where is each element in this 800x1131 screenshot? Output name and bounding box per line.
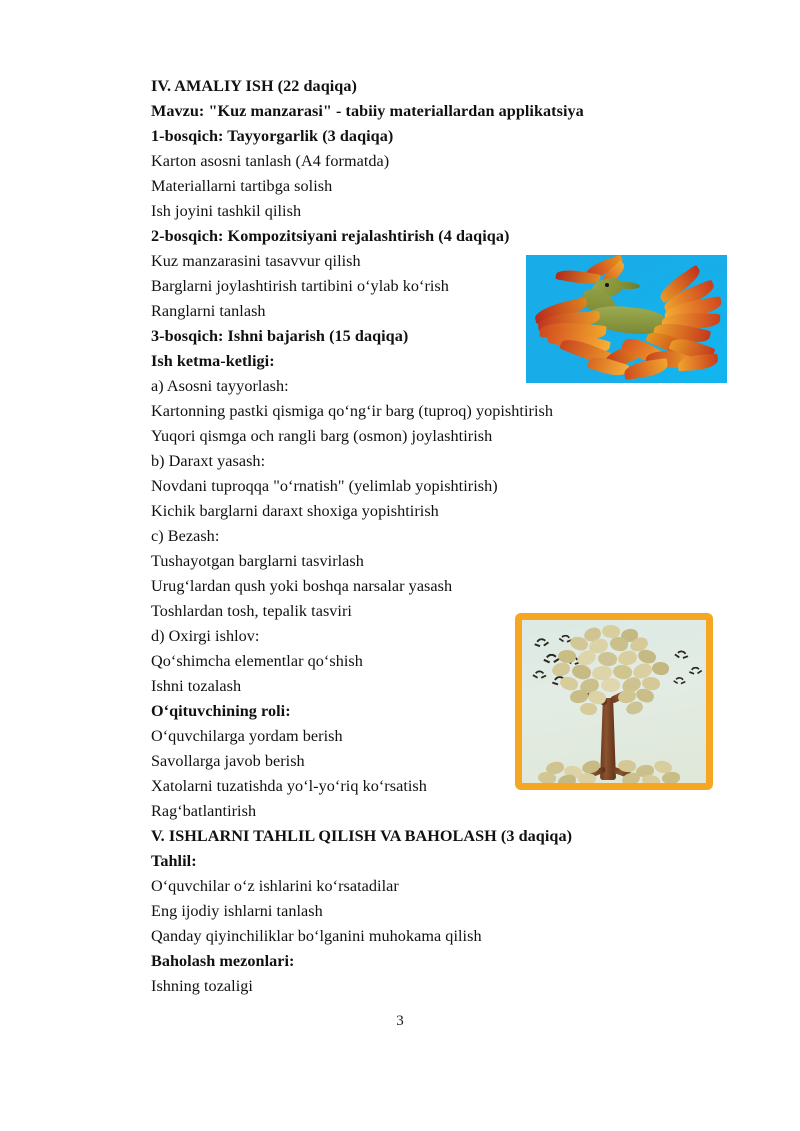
figure-leaf-bird-collage — [526, 255, 727, 383]
heading-line: Tahlil: — [151, 852, 197, 870]
canopy-seed — [601, 677, 621, 692]
body-line: Savollarga javob berish — [151, 752, 305, 770]
figure-seed-tree-collage — [515, 613, 713, 790]
canopy-seed — [597, 650, 618, 667]
body-line: Ranglarni tanlash — [151, 302, 266, 320]
bird-eye — [605, 283, 609, 287]
heading-line: 2-bosqich: Kompozitsiyani rejalashtirish (4 daqiqa) — [151, 227, 510, 245]
ground-seed — [662, 771, 681, 783]
body-line: Kartonning pastki qismiga qoʻngʻir barg (tuproq) yopishtirish — [151, 402, 553, 420]
heading-line: Mavzu: "Kuz manzarasi" - tabiiy materiallardan applikatsiya — [151, 102, 584, 120]
body-line: Materiallarni tartibga solish — [151, 177, 333, 195]
body-line: Kichik barglarni daraxt shoxiga yopishtirish — [151, 502, 439, 520]
flying-bird-icon — [673, 677, 686, 686]
body-line: Tushayotgan barglarni tasvirlash — [151, 552, 364, 570]
body-line: Qanday qiyinchiliklar boʻlganini muhokama qilish — [151, 927, 482, 945]
body-line: Karton asosni tanlash (A4 formatda) — [151, 152, 390, 170]
canopy-seed — [569, 689, 588, 704]
body-line: Ishning tozaligi — [151, 977, 253, 995]
figure-tree-inner — [522, 620, 706, 783]
ground-seed — [578, 772, 597, 783]
body-line: Toshlardan tosh, tepalik tasviri — [151, 602, 352, 620]
body-line: Novdani tuproqqa "oʻrnatish" (yelimlab yopishtirish) — [151, 477, 498, 495]
heading-line: Oʻqituvchining roli: — [151, 702, 291, 720]
heading-line: 3-bosqich: Ishni bajarish (15 daqiqa) — [151, 327, 409, 345]
body-line: Oʻquvchilar oʻz ishlarini koʻrsatadilar — [151, 877, 399, 895]
heading-line: Ish ketma-ketligi: — [151, 352, 275, 370]
body-line: b) Daraxt yasash: — [151, 452, 266, 470]
body-line: Yuqori qismga och rangli barg (osmon) joylashtirish — [151, 427, 493, 445]
body-line: Barglarni joylashtirish tartibini oʻylab koʻrish — [151, 277, 449, 295]
body-line: Kuz manzarasini tasavvur qilish — [151, 252, 361, 270]
page-number: 3 — [396, 1013, 404, 1029]
body-line: a) Asosni tayyorlash: — [151, 377, 289, 395]
body-line: d) Oxirgi ishlov: — [151, 627, 260, 645]
body-line: Ish joyini tashkil qilish — [151, 202, 302, 220]
flying-bird-icon — [534, 637, 549, 648]
flying-bird-icon — [533, 670, 547, 679]
canopy-seed — [579, 702, 597, 716]
flying-bird-icon — [674, 650, 689, 661]
body-line: Qoʻshimcha elementlar qoʻshish — [151, 652, 363, 670]
heading-line: Baholash mezonlari: — [151, 952, 295, 970]
heading-line: V. ISHLARNI TAHLIL QILISH VA BAHOLASH (3 daqiqa) — [151, 827, 573, 845]
body-line: Ragʻbatlantirish — [151, 802, 257, 820]
canopy-seed — [651, 661, 670, 676]
heading-line: IV. AMALIY ISH (22 daqiqa) — [151, 77, 357, 95]
body-text — [151, 74, 711, 999]
body-line: Urugʻlardan qush yoki boshqa narsalar yasash — [151, 577, 453, 595]
body-line: Eng ijodiy ishlarni tanlash — [151, 902, 323, 920]
heading-line: 1-bosqich: Tayyorgarlik (3 daqiqa) — [151, 127, 394, 145]
body-line: Oʻquvchilarga yordam berish — [151, 727, 343, 745]
ground-seed — [557, 774, 577, 783]
flying-bird-icon — [689, 666, 703, 676]
body-line: c) Bezash: — [151, 527, 220, 545]
body-line: Ishni tozalash — [151, 677, 242, 695]
body-line: Xatolarni tuzatishda yoʻl-yoʻriq koʻrsatish — [151, 777, 427, 795]
